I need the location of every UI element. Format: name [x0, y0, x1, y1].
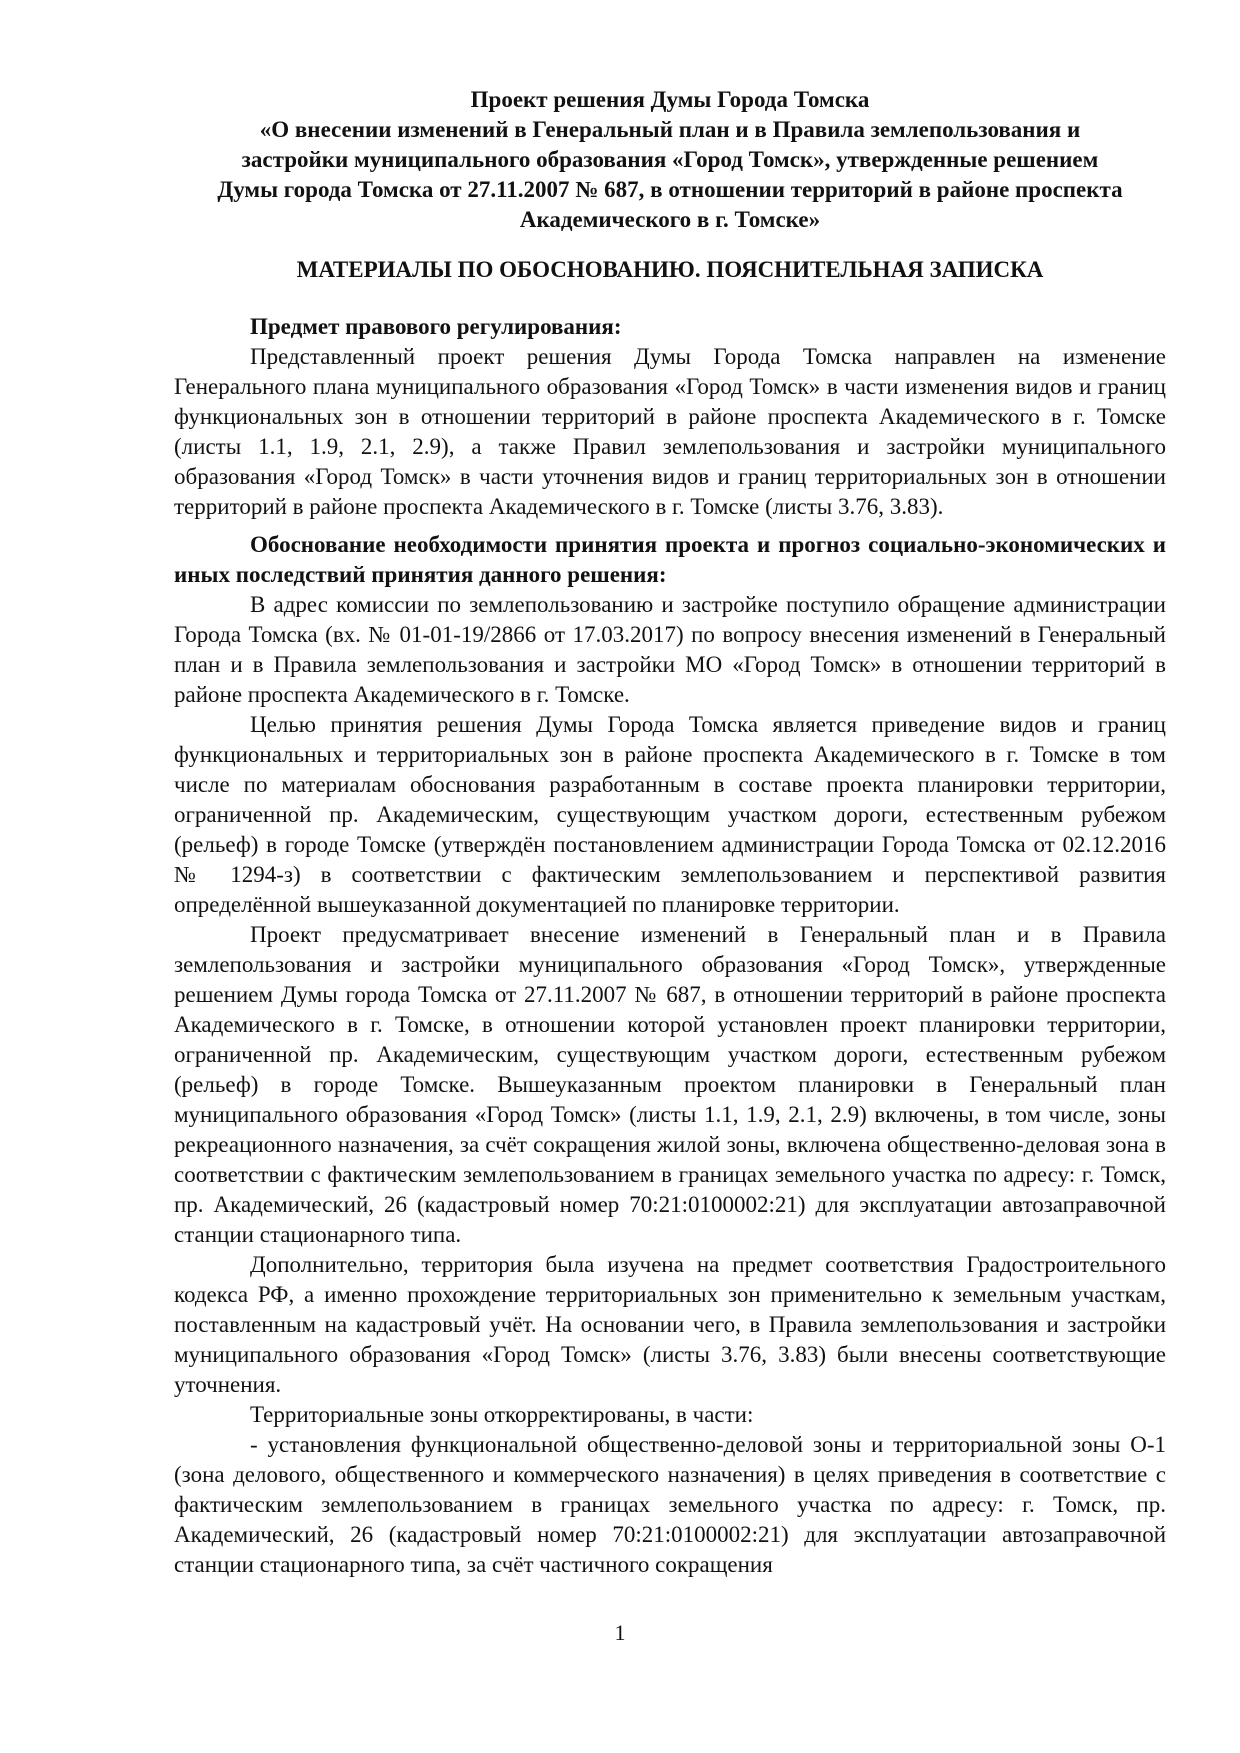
paragraph-3: Целью принятия решения Думы Города Томска является приведение видов и границ функциональных и территориальных зон в районе проспекта Академического в г. Томске в том числе по материалам обоснования разработанным в составе проекта планировки территории, ограниченной пр. Академическим, существующим участком дороги, естественным рубежом (рельеф) в городе Томске (утверждён постановлением администрации Города Томска от 02.12.2016 № 1294-з) в соответствии с фактическим землепользованием и перспективой развития определённой вышеуказанной документацией по планировке территории. [174, 712, 1166, 917]
paragraph-7: - установления функциональной общественно-деловой зоны и территориальной зоны О-1 (зона делового, общественного и коммерческого назначения) в целях приведения в соответствие с фактическим землепользованием в границах земельного участка по адресу: г. Томск, пр. Академический, 26 (кадастровый номер 70:21:0100002:21) для эксплуатации автозаправочной станции стационарного типа, за счёт частичного сокращения [174, 1432, 1166, 1577]
paragraph-4: Проект предусматривает внесение изменений в Генеральный план и в Правила землепользования и застройки муниципального образования «Город Томск», утвержденные решением Думы города Томска от 27.11.2007 № 687, в отношении территорий в районе проспекта Академического в г. Томске, в отношении которой установлен проект планировки территории, ограниченной пр. Академическим, существующим участком дороги, естественным рубежом (рельеф) в городе Томске. Вышеуказанным проектом планировки в Генеральный план муниципального образования «Город Томск» (листы 1.1, 1.9, 2.1, 2.9) включены, в том числе, зоны рекреационного назначения, за счёт сокращения жилой зоны, включена общественно-деловая зона в соответствии с фактическим землепользованием в границах земельного участка по адресу: г. Томск, пр. Академический, 26 (кадастровый номер 70:21:0100002:21) для эксплуатации автозаправочной станции стационарного типа. [174, 922, 1166, 1247]
paragraph-6: Территориальные зоны откорректированы, в части: [250, 1402, 754, 1427]
subheading-legal-regulation: Предмет правового регулирования: [250, 314, 622, 339]
document-body [174, 312, 1166, 1580]
subheading-justification: Обоснование необходимости принятия проекта и прогноз социально-экономических и иных последствий принятия данного решения: [174, 532, 1166, 587]
title-line-3: застройки муниципального образования «Город Томск», утвержденные решением [241, 147, 1099, 172]
section-heading: МАТЕРИАЛЫ ПО ОБОСНОВАНИЮ. ПОЯСНИТЕЛЬНАЯ ЗАПИСКА [296, 257, 1044, 282]
title-line-2: «О внесении изменений в Генеральный план и в Правила землепользования и [259, 117, 1081, 142]
page-number: 1 [614, 1620, 626, 1645]
paragraph-2: В адрес комиссии по землепользованию и застройке поступило обращение администрации Города Томска (вх. № 01-01-19/2866 от 17.03.2017) по вопросу внесения изменений в Генеральный план и в Правила землепользования и застройки МО «Город Томск» в отношении территорий в районе проспекта Академического в г. Томске. [174, 592, 1166, 707]
paragraph-1: Представленный проект решения Думы Города Томска направлен на изменение Генерального плана муниципального образования «Город Томск» в части изменения видов и границ функциональных зон в отношении территорий в районе проспекта Академического в г. Томске (листы 1.1, 1.9, 2.1, 2.9), а также Правил землепользования и застройки муниципального образования «Город Томск» в части уточнения видов и границ территориальных зон в отношении территорий в районе проспекта Академического в г. Томске (листы 3.76, 3.83). [174, 344, 1166, 519]
paragraph-5: Дополнительно, территория была изучена на предмет соответствия Градостроительного кодекса РФ, а именно прохождение территориальных зон применительно к земельным участкам, поставленным на кадастровый учёт. На основании чего, в Правила землепользования и застройки муниципального образования «Город Томск» (листы 3.76, 3.83) были внесены соответствующие уточнения. [174, 1252, 1166, 1397]
title-line-4: Думы города Томска от 27.11.2007 № 687, в отношении территорий в районе проспекта [217, 177, 1123, 202]
title-line-1: Проект решения Думы Города Томска [470, 87, 870, 112]
document-title [170, 85, 1170, 235]
title-line-5: Академического в г. Томске» [519, 207, 821, 232]
